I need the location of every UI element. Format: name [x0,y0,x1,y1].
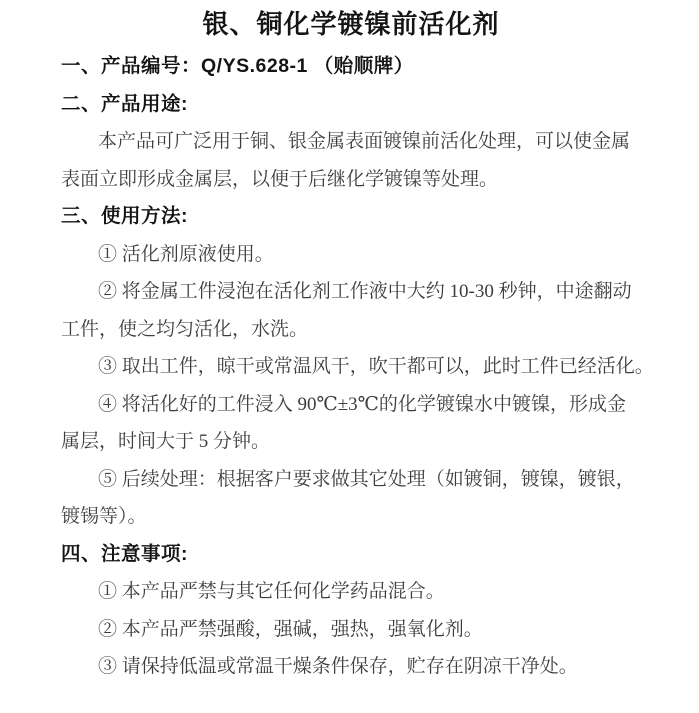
doc-body [61,48,654,686]
doc-line: 工件，使之均匀活化，水洗。 [61,318,309,340]
doc-line: 本产品可广泛用于铜、银金属表面镀镍前活化处理，可以使金属 [98,131,631,152]
doc-line: ① 本产品严禁与其它任何化学药品混合。 [98,581,445,602]
section-heading: 四、注意事项: [61,542,188,565]
doc-line: 属层，时间大于 5 分钟。 [61,431,271,452]
doc-title: 银、铜化学镀镍前活化剂 [202,9,500,39]
section-heading: 一、产品编号：Q/YS.628-1 （贻顺牌） [61,55,414,77]
doc-line: ① 活化剂原液使用。 [98,243,274,265]
section-heading: 三、使用方法: [61,205,188,227]
doc-line: ③ 取出工件，晾干或常温风干，吹干都可以，此时工件已经活化。 [98,356,654,377]
section-heading: 二、产品用途: [61,92,188,115]
doc-line: 镀锡等）。 [61,506,147,527]
doc-line: 表面立即形成金属层，以便于后继化学镀镍等处理。 [61,168,499,190]
doc-line: ③ 请保持低温或常温干燥条件保存，贮存在阴凉干净处。 [98,656,578,677]
doc-line: ④ 将活化好的工件浸入 90℃±3℃的化学镀镍水中镀镍，形成金 [98,393,626,415]
doc-line: ⑤ 后续处理：根据客户要求做其它处理（如镀铜，镀镍，镀银， [98,468,635,490]
doc-line: ② 本产品严禁强酸，强碱，强热，强氧化剂。 [98,618,483,640]
doc-line: ② 将金属工件浸泡在活化剂工作液中大约 10-30 秒钟，中途翻动 [98,281,632,302]
